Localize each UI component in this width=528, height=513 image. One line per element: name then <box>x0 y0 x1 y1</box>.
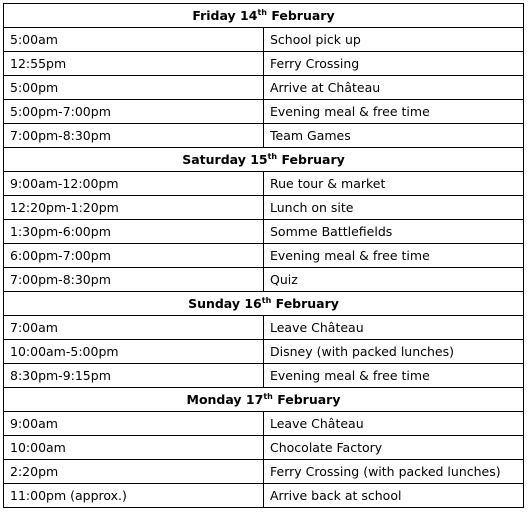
day-header-row <box>4 148 524 172</box>
date-ordinal: th <box>261 295 272 305</box>
table-row <box>4 268 524 292</box>
event-activity: Disney (with packed lunches) <box>264 340 524 364</box>
day-header <box>4 292 524 316</box>
day-label: Sunday 16 <box>188 296 262 311</box>
event-time: 5:00am <box>4 28 264 52</box>
event-time: 9:00am-12:00pm <box>4 172 264 196</box>
event-activity: Rue tour & market <box>264 172 524 196</box>
event-activity: Ferry Crossing (with packed lunches) <box>264 460 524 484</box>
event-time: 10:00am-5:00pm <box>4 340 264 364</box>
table-row <box>4 412 524 436</box>
table-row <box>4 436 524 460</box>
table-row <box>4 124 524 148</box>
event-activity: Chocolate Factory <box>264 436 524 460</box>
table-row <box>4 28 524 52</box>
event-time: 1:30pm-6:00pm <box>4 220 264 244</box>
table-row <box>4 364 524 388</box>
event-activity: Arrive at Château <box>264 76 524 100</box>
day-header <box>4 148 524 172</box>
event-activity: School pick up <box>264 28 524 52</box>
event-time: 9:00am <box>4 412 264 436</box>
table-row <box>4 196 524 220</box>
month-label: February <box>275 296 339 311</box>
event-time: 6:00pm-7:00pm <box>4 244 264 268</box>
event-time: 11:00pm (approx.) <box>4 484 264 508</box>
date-ordinal: th <box>257 7 267 17</box>
schedule-body <box>4 4 524 508</box>
table-row <box>4 484 524 508</box>
table-row <box>4 460 524 484</box>
event-activity: Ferry Crossing <box>264 52 524 76</box>
event-time: 7:00am <box>4 316 264 340</box>
event-time: 10:00am <box>4 436 264 460</box>
event-activity: Leave Château <box>264 412 524 436</box>
event-activity: Quiz <box>264 268 524 292</box>
event-time: 7:00pm-8:30pm <box>4 124 264 148</box>
event-time: 12:55pm <box>4 52 264 76</box>
event-activity: Evening meal & free time <box>264 364 524 388</box>
event-activity: Leave Château <box>264 316 524 340</box>
date-ordinal: th <box>263 391 273 401</box>
event-time: 8:30pm-9:15pm <box>4 364 264 388</box>
date-ordinal: th <box>267 151 278 161</box>
event-activity: Arrive back at school <box>264 484 524 508</box>
table-row <box>4 244 524 268</box>
table-row <box>4 172 524 196</box>
table-row <box>4 52 524 76</box>
event-time: 7:00pm-8:30pm <box>4 268 264 292</box>
event-time: 2:20pm <box>4 460 264 484</box>
event-activity: Lunch on site <box>264 196 524 220</box>
table-row <box>4 76 524 100</box>
event-activity: Evening meal & free time <box>264 244 524 268</box>
event-time: 5:00pm-7:00pm <box>4 100 264 124</box>
table-row <box>4 220 524 244</box>
month-label: February <box>271 8 335 23</box>
day-header-row <box>4 388 524 412</box>
month-label: February <box>281 152 345 167</box>
day-label: Friday 14 <box>192 8 258 23</box>
table-row <box>4 100 524 124</box>
table-row <box>4 316 524 340</box>
event-time: 12:20pm-1:20pm <box>4 196 264 220</box>
month-label: February <box>277 392 341 407</box>
event-time: 5:00pm <box>4 76 264 100</box>
event-activity: Team Games <box>264 124 524 148</box>
day-label: Saturday 15 <box>182 152 268 167</box>
day-header-row <box>4 292 524 316</box>
day-header <box>4 4 524 28</box>
day-label: Monday 17 <box>186 392 264 407</box>
event-activity: Somme Battlefields <box>264 220 524 244</box>
table-row <box>4 340 524 364</box>
event-activity: Evening meal & free time <box>264 100 524 124</box>
trip-schedule-table <box>3 3 524 508</box>
day-header <box>4 388 524 412</box>
day-header-row <box>4 4 524 28</box>
